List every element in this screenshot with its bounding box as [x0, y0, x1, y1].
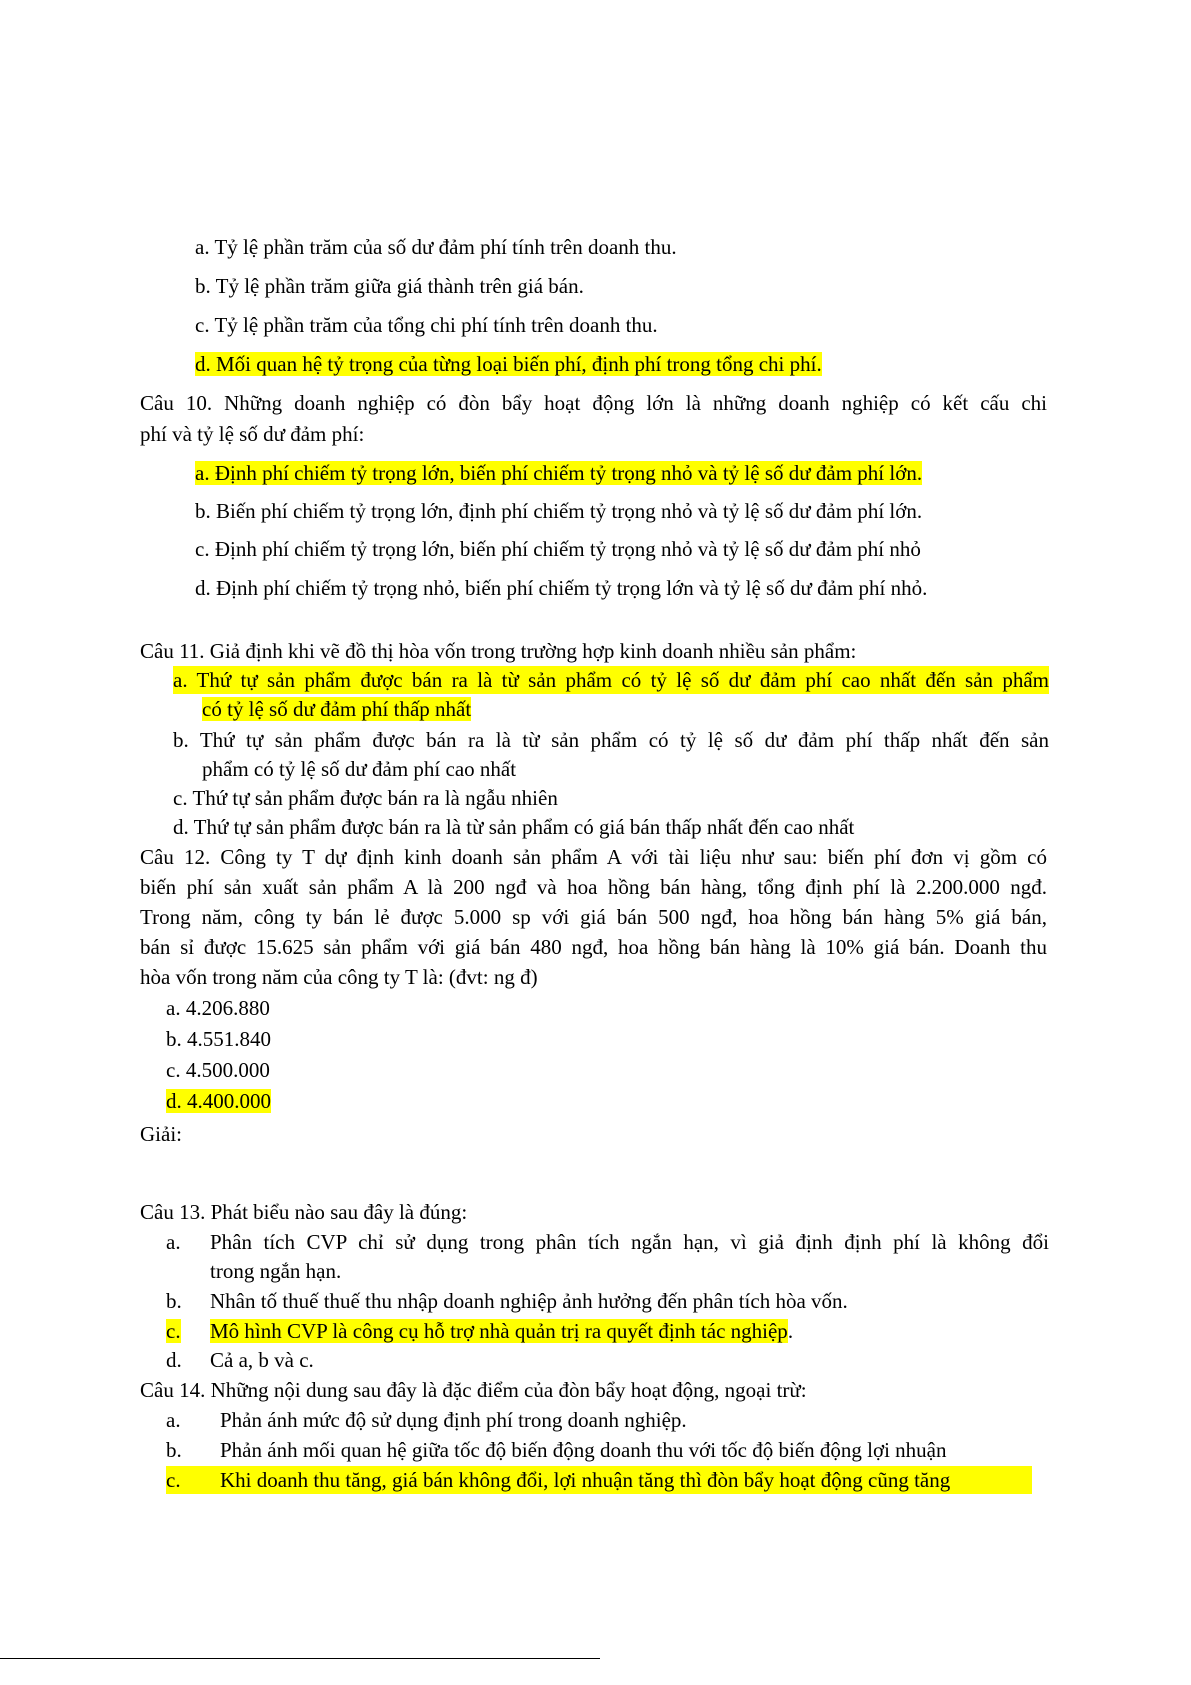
q14-option-a: Phản ánh mức độ sử dụng định phí trong doanh nghiệp.: [220, 1408, 687, 1432]
q12-question-line1: Câu 12. Công ty T dự định kinh doanh sản phẩm A với tài liệu như sau: biến phí đơn vị gồm có: [140, 845, 1047, 869]
q12-question-line4: bán sỉ được 15.625 sản phẩm với giá bán 480 ngđ, hoa hồng bán hàng là 10% giá bán. Doanh thu: [140, 935, 1047, 959]
q11-option-d: d. Thứ tự sản phẩm được bán ra là từ sản phẩm có giá bán thấp nhất đến cao nhất: [173, 815, 855, 839]
q14-option-b: Phản ánh mối quan hệ giữa tốc độ biến động doanh thu với tốc độ biến động lợi nhuận: [220, 1438, 947, 1462]
q13-option-c-highlight: Mô hình CVP là công cụ hỗ trợ nhà quản trị ra quyết định tác nghiệp: [210, 1319, 788, 1343]
q11-option-a-highlight-2: có tỷ lệ số dư đảm phí thấp nhất: [202, 697, 472, 721]
q14-option-c-highlight: [166, 1466, 1032, 1494]
q13-option-d-label: d.: [166, 1348, 182, 1372]
q14-option-c: [166, 1466, 1032, 1494]
q12-option-c: c. 4.500.000: [166, 1058, 270, 1082]
footnote-separator: [0, 1658, 600, 1659]
q10-option-c: c. Định phí chiếm tỷ trọng lớn, biến phí chiếm tỷ trọng nhỏ và tỷ lệ số dư đảm phí nhỏ: [195, 537, 921, 561]
q13-option-b: Nhân tố thuế thuế thu nhập doanh nghiệp ảnh hưởng đến phân tích hòa vốn.: [210, 1289, 848, 1313]
q12-question-line3: Trong năm, công ty bán lẻ được 5.000 sp với giá bán 500 ngđ, hoa hồng bán hàng 5% giá bán,: [140, 905, 1047, 929]
q14-option-a-label: a.: [166, 1408, 181, 1432]
q14-question: Câu 14. Những nội dung sau đây là đặc điểm của đòn bẩy hoạt động, ngoại trừ:: [140, 1378, 807, 1402]
q14-option-c-text: Khi doanh thu tăng, giá bán không đổi, lợi nhuận tăng thì đòn bẩy hoạt động cũng tăng: [220, 1468, 951, 1492]
q9-option-d-highlight: d. Mối quan hệ tỷ trọng của từng loại biến phí, định phí trong tổng chi phí.: [195, 352, 822, 376]
q10-option-a: [195, 459, 922, 487]
q9-option-a: a. Tỷ lệ phần trăm của số dư đảm phí tính trên doanh thu.: [195, 235, 677, 259]
q14-option-b-label: b.: [166, 1438, 182, 1462]
q11-question: Câu 11. Giả định khi vẽ đồ thị hòa vốn trong trường hợp kinh doanh nhiều sản phẩm:: [140, 639, 857, 663]
q12-solution-label: Giải:: [140, 1122, 182, 1146]
q11-option-b-line1: b. Thứ tự sản phẩm được bán ra là từ sản phẩm có tỷ lệ số dư đảm phí thấp nhất đến sản: [173, 728, 1049, 752]
q12-question-line5: hòa vốn trong năm của công ty T là: (đvt: ng đ): [140, 965, 538, 989]
q12-question-line2: biến phí sản xuất sản phẩm A là 200 ngđ và hoa hồng bán hàng, tổng định phí là 2.200.000 ngđ.: [140, 875, 1047, 899]
q12-option-b: b. 4.551.840: [166, 1027, 271, 1051]
q13-option-b-label: b.: [166, 1289, 182, 1313]
q12-option-d: [166, 1087, 271, 1115]
q12-option-a: a. 4.206.880: [166, 996, 270, 1020]
q10-question-line1: Câu 10. Những doanh nghiệp có đòn bẩy hoạt động lớn là những doanh nghiệp có kết cấu chi: [140, 391, 1047, 415]
q13-option-c-tail: .: [787, 1319, 794, 1343]
q9-option-d: [195, 350, 822, 378]
q11-option-b-line2: phẩm có tỷ lệ số dư đảm phí cao nhất: [202, 757, 517, 781]
q10-question-line2: phí và tỷ lệ số dư đảm phí:: [140, 422, 365, 446]
q13-option-a-label: a.: [166, 1230, 181, 1254]
q13-option-c-label-highlight: c.: [166, 1319, 181, 1343]
q13-option-c: [210, 1317, 793, 1345]
q10-option-b: b. Biến phí chiếm tỷ trọng lớn, định phí chiếm tỷ trọng nhỏ và tỷ lệ số dư đảm phí lớn.: [195, 499, 923, 523]
q10-option-d: d. Định phí chiếm tỷ trọng nhỏ, biến phí chiếm tỷ trọng lớn và tỷ lệ số dư đảm phí nhỏ.: [195, 576, 928, 600]
q13-option-d: Cả a, b và c.: [210, 1348, 314, 1372]
q12-option-d-highlight: d. 4.400.000: [166, 1089, 271, 1113]
q14-option-c-label: c.: [166, 1468, 181, 1492]
q10-option-a-highlight: a. Định phí chiếm tỷ trọng lớn, biến phí chiếm tỷ trọng nhỏ và tỷ lệ số dư đảm phí lớn.: [195, 461, 923, 485]
q13-option-a-line2: trong ngắn hạn.: [210, 1259, 342, 1283]
q11-option-c: c. Thứ tự sản phẩm được bán ra là ngẫu nhiên: [173, 786, 558, 810]
q13-option-c-label: [166, 1317, 181, 1345]
q11-option-a-highlight-1: a. Thứ tự sản phẩm được bán ra là từ sản phẩm có tỷ lệ số dư đảm phí cao nhất đến sản phẩm: [173, 668, 1049, 692]
q13-option-a-line1: Phân tích CVP chỉ sử dụng trong phân tích ngắn hạn, vì giả định định phí là không đổi: [210, 1230, 1049, 1254]
q11-option-a-line1: [173, 666, 1049, 694]
q9-option-b: b. Tỷ lệ phần trăm giữa giá thành trên giá bán.: [195, 274, 584, 298]
q11-option-a-line2: [202, 695, 471, 723]
q13-question: Câu 13. Phát biểu nào sau đây là đúng:: [140, 1200, 468, 1224]
q9-option-c: c. Tỷ lệ phần trăm của tổng chi phí tính trên doanh thu.: [195, 313, 658, 337]
